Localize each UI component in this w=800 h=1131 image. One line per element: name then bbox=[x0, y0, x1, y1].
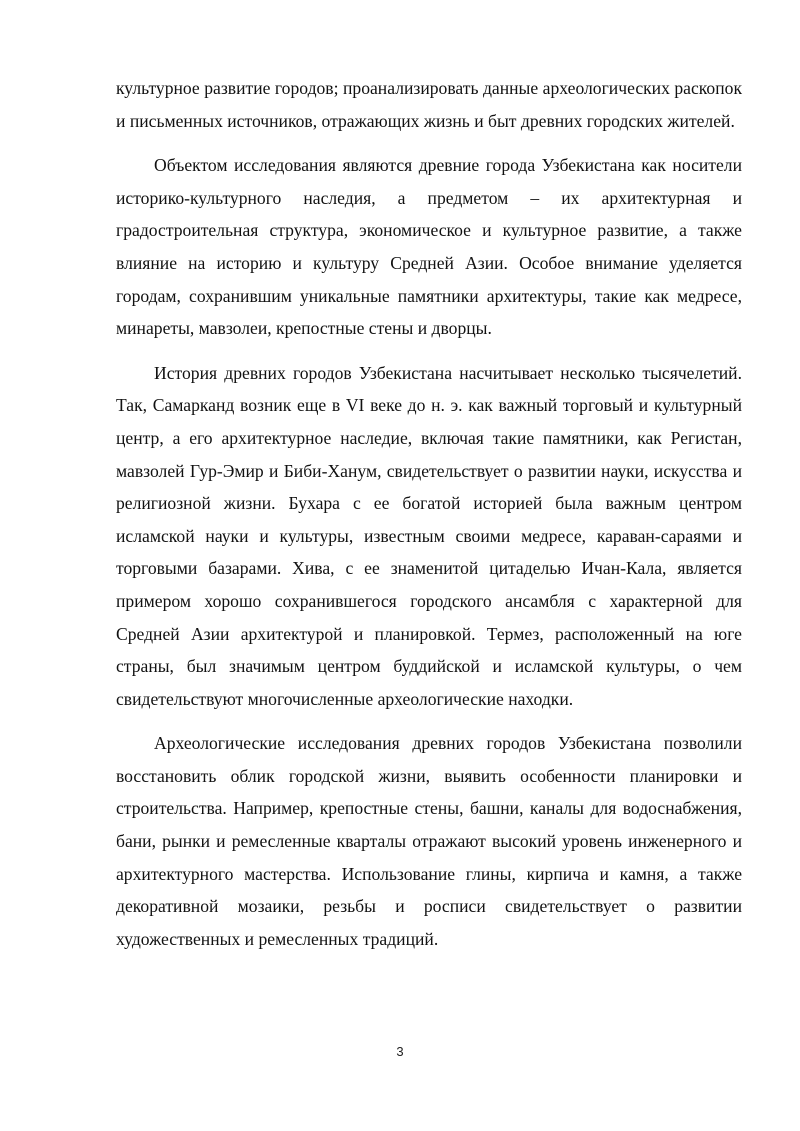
page-number: 3 bbox=[396, 1044, 404, 1059]
paragraph-city-history: История древних городов Узбекистана насчитывает несколько тысячелетий. Так, Самарканд возник еще в VI веке до н. э. как важный торговый и культурный центр, а его архитектурное наследие, включая такие памятники, как Регистан, мавзолей Гур-Эмир и Биби-Ханум, свидетельствует о развитии науки, искусства и религиозной жизни. Бухара с ее богатой историей была важным центром исламской науки и культуры, известным своими медресе, караван-сараями и торговыми базарами. Хива, с ее знаменитой цитаделью Ичан-Кала, является примером хорошо сохранившегося городского ансамбля с характерной для Средней Азии архитектурой и планировкой. Термез, расположенный на юге страны, был значимым центром буддийской и исламской культуры, о чем свидетельствуют многочисленные археологические находки. bbox=[116, 362, 742, 709]
document-body bbox=[116, 72, 742, 955]
paragraph-archaeology: Археологические исследования древних городов Узбекистана позволили восстановить облик городской жизни, выявить особенности планировки и строительства. Например, крепостные стены, башни, каналы для водоснабжения, бани, рынки и ремесленные кварталы отражают высокий уровень инженерного и архитектурного мастерства. Использование глины, кирпича и камня, а также декоративной мозаики, резьбы и росписи свидетельствует о развитии художественных и ремесленных традиций. bbox=[116, 733, 742, 949]
paragraph-research-object: Объектом исследования являются древние города Узбекистана как носители историко-культурного наследия, а предметом – их архитектурная и градостроительная структура, экономическое и культурное развитие, а также влияние на историю и культуру Средней Азии. Особое внимание уделяется городам, сохранившим уникальные памятники архитектуры, такие как медресе, минареты, мавзолеи, крепостные стены и дворцы. bbox=[116, 155, 742, 339]
paragraph-continuation: культурное развитие городов; проанализировать данные археологических раскопок и письменных источников, отражающих жизнь и быт древних городских жителей. bbox=[116, 78, 742, 131]
